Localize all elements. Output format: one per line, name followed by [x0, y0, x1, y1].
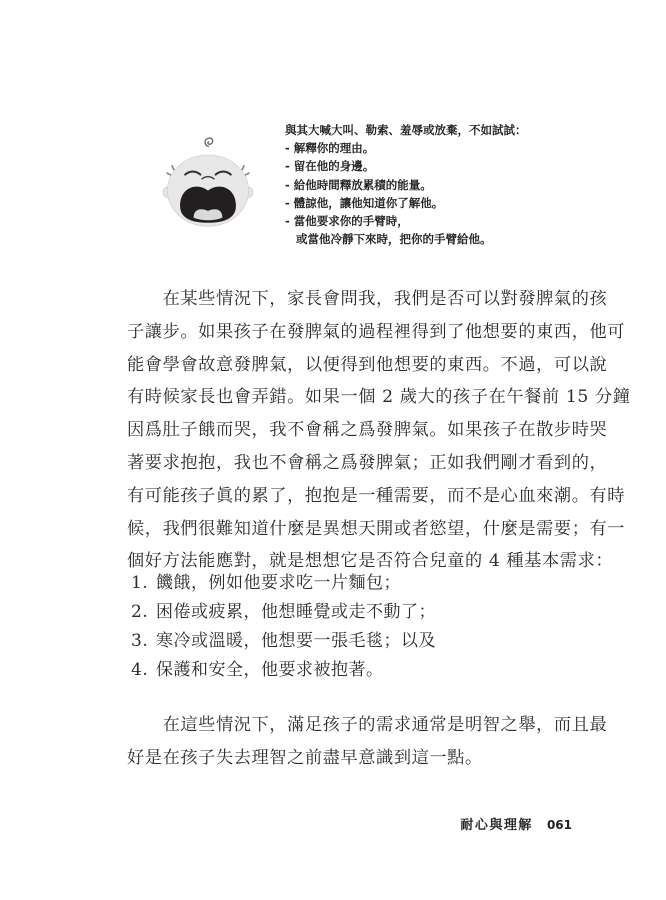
list-item	[131, 569, 436, 598]
list-item	[131, 598, 436, 627]
text-line: 因爲肚子餓而哭，我不會稱之爲發脾氣。如果孩子在散步時哭	[127, 420, 608, 441]
text-line: 有可能孩子眞的累了，抱抱是一種需要，而不是心血來潮。有時	[127, 485, 626, 506]
text-line: 子讓步。如果孩子在發脾氣的過程裡得到了他想要的東西，他可	[127, 321, 626, 342]
tip-item: - 留在他的身邊。	[285, 159, 375, 174]
basic-needs-list	[131, 569, 436, 685]
text-line: 在這些情況下，滿足孩子的需求通常是明智之舉，而且最	[127, 715, 608, 735]
list-item	[131, 627, 436, 656]
page-number: 061	[546, 818, 572, 832]
text-line: 在某些情況下，家長會問我，我們是否可以對發脾氣的孩	[127, 289, 608, 309]
list-text: 困倦或疲累，他想睡覺或走不動了；	[156, 602, 436, 622]
list-number: 4.	[131, 660, 149, 680]
list-text: 保護和安全，他要求被抱著。	[156, 660, 384, 680]
tip-item: - 體諒他，讓他知道你了解他。	[285, 195, 444, 210]
list-text: 饑餓，例如他要求吃一片麵包；	[156, 573, 401, 593]
list-number: 2.	[131, 602, 149, 622]
list-number: 3.	[131, 631, 149, 651]
body-paragraph-2	[127, 709, 608, 775]
text-line: 著要求抱抱，我也不會稱之爲發脾氣；正如我們剛才看到的，	[127, 452, 608, 473]
tips-list	[285, 121, 527, 248]
tips-heading: 與其大喊大叫、勒索、羞辱或放棄，不如試試：	[285, 123, 527, 137]
text-line: 好是在孩子失去理智之前盡早意識到這一點。	[127, 747, 483, 768]
tip-item: - 解釋你的理由。	[285, 141, 375, 156]
text-line: 有時候家長也會弄錯。如果一個 2 歲大的孩子在午餐前 15 分鐘	[127, 387, 631, 408]
text-line: 候，我們很難知道什麼是異想天開或者慾望，什麼是需要；有一	[127, 518, 626, 539]
tip-item: - 給他時間釋放累積的能量。	[285, 177, 432, 192]
tip-item-continuation: 或當他冷靜下來時，把你的手臂給他。	[296, 232, 492, 247]
running-footer-title: 耐心與理解	[460, 818, 533, 833]
tip-callout	[150, 118, 600, 253]
body-paragraph-1	[127, 283, 631, 578]
list-item	[131, 656, 436, 685]
crying-baby-face-icon	[153, 128, 263, 238]
text-line: 個好方法能應對，就是想想它是否符合兒童的 4 種基本需求：	[127, 551, 614, 572]
list-text: 寒冷或溫暖，他想要一張毛毯；以及	[156, 631, 436, 651]
text-line: 能會學會故意發脾氣，以便得到他想要的東西。不過，可以說	[127, 354, 608, 375]
list-number: 1.	[131, 573, 149, 593]
tip-item: - 當他要求你的手臂時，	[285, 214, 409, 229]
page-footer	[460, 814, 572, 833]
